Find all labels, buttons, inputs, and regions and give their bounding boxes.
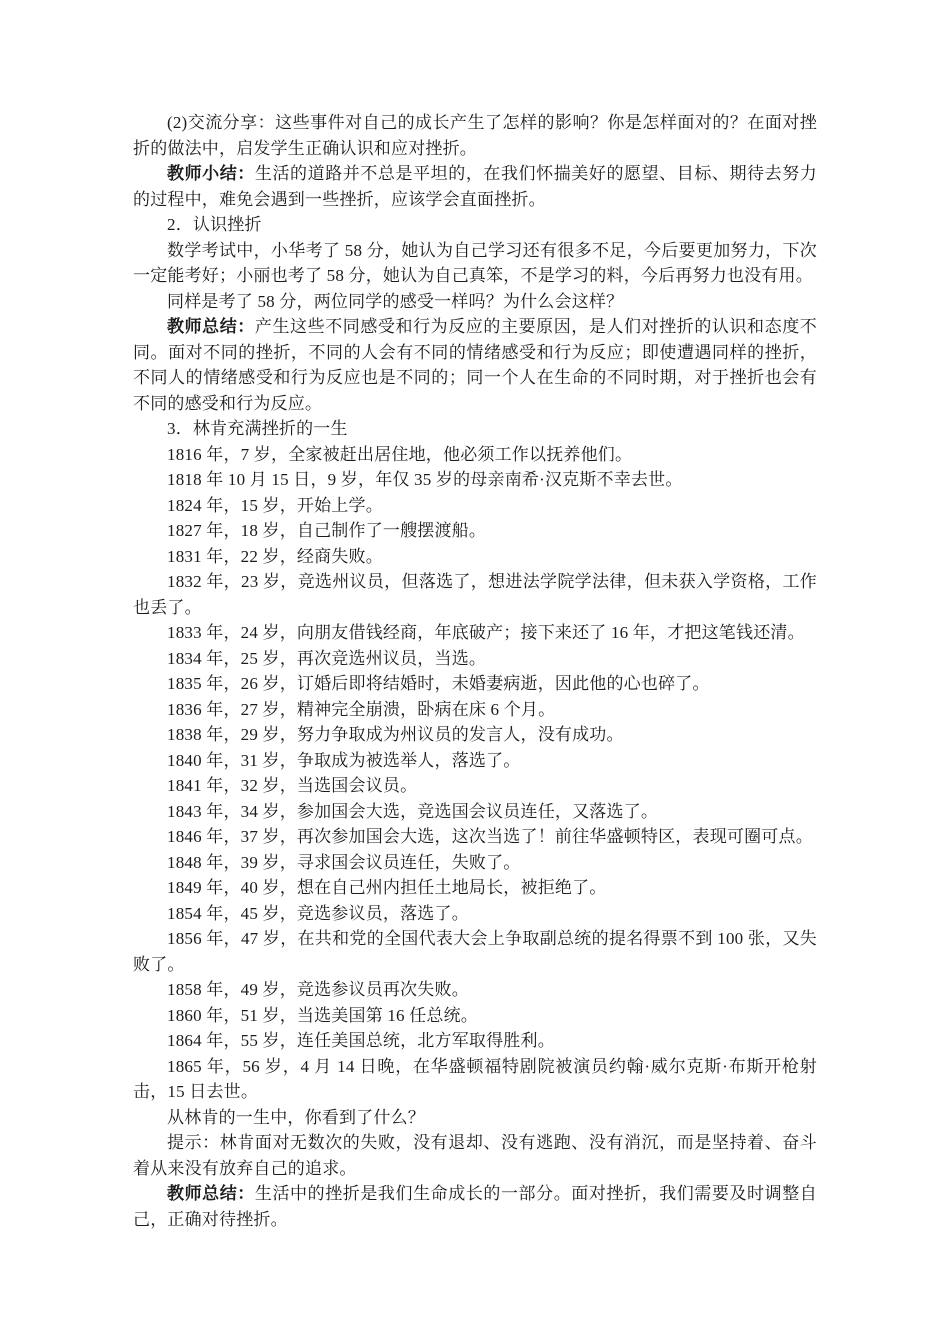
timeline-paragraph [133, 926, 817, 977]
teacher-note-paragraph [133, 1181, 817, 1232]
paragraph-text: 提示：林肯面对无数次的失败，没有退却、没有逃跑、没有消沉，而是坚持着、奋斗着从来没有放弃自己的追求。 [133, 1133, 817, 1178]
timeline-paragraph [133, 850, 817, 876]
paragraph-text: 1824 年，15 岁，开始上学。 [167, 495, 383, 515]
timeline-paragraph [133, 722, 817, 748]
timeline-paragraph [133, 824, 817, 850]
paragraph-bold-lead: 教师总结： [167, 1184, 255, 1203]
paragraph-text: 3．林肯充满挫折的一生 [167, 419, 348, 438]
paragraph-text: 1843 年，34 岁，参加国会大选，竞选国会议员连任，又落选了。 [167, 801, 659, 821]
section-heading-paragraph [133, 212, 817, 238]
timeline-paragraph [133, 518, 817, 544]
paragraph-text: 生活的道路并不总是平坦的，在我们怀揣美好的愿望、目标、期待去努力的过程中，难免会遇到一些挫折，应该学会直面挫折。 [133, 164, 817, 209]
paragraph-text: 同样是考了 58 分，两位同学的感受一样吗？为什么会这样？ [167, 291, 624, 311]
paragraph-text: 1833 年，24 岁，向朋友借钱经商，年底破产；接下来还了 16 年，才把这笔钱还清。 [167, 623, 805, 642]
paragraph-text: 1848 年，39 岁，寻求国会议员连任，失败了。 [167, 852, 521, 872]
timeline-paragraph [133, 646, 817, 672]
teacher-note-paragraph [133, 161, 817, 212]
timeline-paragraph [133, 799, 817, 825]
paragraph-bold-lead: 教师总结： [167, 317, 255, 336]
timeline-paragraph [133, 493, 817, 519]
paragraph-text: (2)交流分享：这些事件对自己的成长产生了怎样的影响？你是怎样面对的？在面对挫折的做法中，启发学生正确认识和应对挫折。 [133, 113, 817, 158]
paragraph-text: 1858 年，49 岁，竞选参议员再次失败。 [167, 980, 469, 999]
timeline-paragraph [133, 901, 817, 927]
timeline-paragraph [133, 569, 817, 620]
paragraph-text: 1827 年，18 岁，自己制作了一艘摆渡船。 [167, 521, 487, 540]
timeline-paragraph [133, 1003, 817, 1029]
timeline-paragraph [133, 875, 817, 901]
paragraph-text: 2．认识挫折 [167, 215, 262, 234]
timeline-paragraph [133, 773, 817, 799]
paragraph-text: 1818 年 10 月 15 日，9 岁，年仅 35 岁的母亲南希·汉克斯不幸去世。 [167, 470, 683, 489]
timeline-paragraph [133, 1028, 817, 1054]
body-paragraph [133, 110, 817, 161]
teacher-note-paragraph [133, 314, 817, 416]
paragraph-text: 数学考试中，小华考了 58 分，她认为自己学习还有很多不足，今后要更加努力，下次一定能考好；小丽也考了 58 分，她认为自己真笨，不是学习的料，今后再努力也没有用。 [133, 240, 817, 285]
section-heading-paragraph [133, 416, 817, 442]
timeline-paragraph [133, 620, 817, 646]
paragraph-text: 1816 年，7 岁，全家被赶出居住地，他必须工作以抚养他们。 [167, 444, 633, 464]
paragraph-text: 1860 年，51 岁，当选美国第 16 任总统。 [167, 1005, 478, 1025]
paragraph-text: 产生这些不同感受和行为反应的主要原因，是人们对挫折的认识和态度不同。面对不同的挫折，不同的人会有不同的情绪感受和行为反应；即使遭遇同样的挫折，不同人的情绪感受和行为反应也是不同的；同一个人在生命的不同时期，对于挫折也会有不同的感受和行为反应。 [133, 317, 817, 413]
paragraph-text: 1854 年，45 岁，竞选参议员，落选了。 [167, 903, 469, 923]
paragraph-bold-lead: 教师小结： [167, 164, 255, 183]
body-paragraph [133, 1130, 817, 1181]
timeline-paragraph [133, 467, 817, 493]
paragraph-text: 1832 年，23 岁，竞选州议员，但落选了，想进法学院学法律，但未获入学资格，工作也丢了。 [133, 572, 817, 617]
timeline-paragraph [133, 697, 817, 723]
paragraph-text: 1864 年，55 岁，连任美国总统，北方军取得胜利。 [167, 1031, 555, 1050]
paragraph-text: 1846 年，37 岁，再次参加国会大选，这次当选了！前往华盛顿特区，表现可圈可点。 [167, 827, 813, 846]
text-column [133, 110, 817, 1232]
paragraph-text: 1834 年，25 岁，再次竞选州议员，当选。 [167, 648, 487, 668]
paragraph-text: 1835 年，26 岁，订婚后即将结婚时，未婚妻病逝，因此他的心也碎了。 [167, 674, 710, 693]
paragraph-text: 1865 年，56 岁，4 月 14 日晚，在华盛顿福特剧院被演员约翰·威尔克斯·布斯开枪射击，15 日去世。 [133, 1056, 817, 1101]
paragraph-text: 生活中的挫折是我们生命成长的一部分。面对挫折，我们需要及时调整自己，正确对待挫折。 [133, 1184, 817, 1229]
body-paragraph [133, 238, 817, 289]
timeline-paragraph [133, 544, 817, 570]
paragraph-text: 1841 年，32 岁，当选国会议员。 [167, 776, 418, 795]
timeline-paragraph [133, 977, 817, 1003]
paragraph-text: 1856 年，47 岁，在共和党的全国代表大会上争取副总统的提名得票不到 100 张，又失败了。 [133, 929, 817, 974]
timeline-paragraph [133, 442, 817, 468]
timeline-paragraph [133, 671, 817, 697]
paragraph-text: 1836 年，27 岁，精神完全崩溃，卧病在床 6 个月。 [167, 699, 556, 719]
timeline-paragraph [133, 1054, 817, 1105]
body-paragraph [133, 289, 817, 315]
timeline-paragraph [133, 748, 817, 774]
paragraph-text: 1838 年，29 岁，努力争取成为州议员的发言人，没有成功。 [167, 725, 624, 744]
body-paragraph [133, 1105, 817, 1131]
paragraph-text: 1840 年，31 岁，争取成为被选举人，落选了。 [167, 750, 521, 770]
paragraph-text: 从林肯的一生中，你看到了什么？ [167, 1107, 425, 1127]
paragraph-text: 1849 年，40 岁，想在自己州内担任土地局长，被拒绝了。 [167, 878, 607, 897]
paragraph-text: 1831 年，22 岁，经商失败。 [167, 546, 383, 566]
